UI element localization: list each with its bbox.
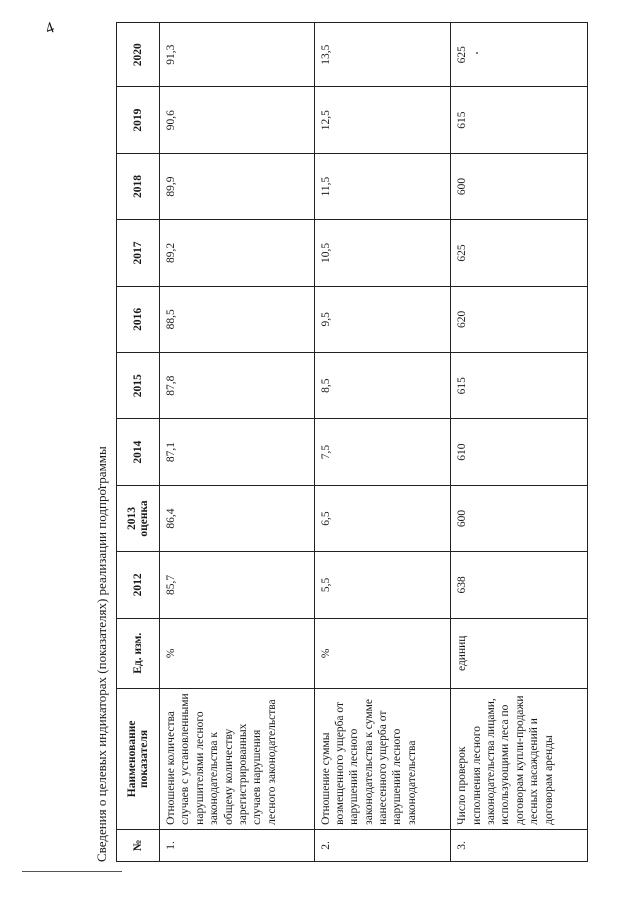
- table-row: [160, 23, 315, 862]
- value-cell: 9,5: [314, 286, 451, 352]
- bottom-rule: [22, 871, 122, 872]
- value-cell: 87,1: [160, 419, 315, 485]
- value-cell: 89,9: [160, 153, 315, 219]
- value-cell: 6,5: [314, 485, 451, 551]
- column-header: 2016: [117, 286, 160, 352]
- unit-cell: %: [314, 618, 451, 688]
- indicator-name: Отношение количества случаев с установленными нарушителями лесного законодательства к общему количеству зарегистрированных случаев нарушения лесного законодательства: [160, 688, 315, 829]
- value-cell: 8,5: [314, 353, 451, 419]
- value-cell: 86,4: [160, 485, 315, 551]
- page-mark: 4: [43, 19, 57, 38]
- column-header: Наименование показателя: [117, 688, 160, 829]
- value-cell: 89,2: [160, 220, 315, 286]
- value-cell: 625: [451, 23, 588, 87]
- value-cell: 90,6: [160, 87, 315, 153]
- column-header: №: [117, 829, 160, 861]
- row-number: 3.: [451, 829, 588, 861]
- value-cell: 625: [451, 220, 588, 286]
- table-row: [451, 23, 588, 862]
- value-cell: 13,5: [314, 23, 451, 87]
- value-cell: 600: [451, 153, 588, 219]
- value-cell: 600: [451, 485, 588, 551]
- value-cell: 615: [451, 353, 588, 419]
- indicator-name: Отношение суммы возмещенного ущерба от нарушений лесного законодательства к сумме нанесенного ущерба от нарушений лесного законодательства: [314, 688, 451, 829]
- value-cell: 87,8: [160, 353, 315, 419]
- header-row: [117, 23, 160, 862]
- column-header: 2012: [117, 552, 160, 618]
- unit-cell: единиц: [451, 618, 588, 688]
- table-row: [314, 23, 451, 862]
- value-cell: 91,3: [160, 23, 315, 87]
- rotated-page-content: [90, 22, 630, 862]
- unit-cell: %: [160, 618, 315, 688]
- value-cell: 638: [451, 552, 588, 618]
- row-number: 1.: [160, 829, 315, 861]
- column-header: 2014: [117, 419, 160, 485]
- value-cell: 610: [451, 419, 588, 485]
- row-number: 2.: [314, 829, 451, 861]
- value-cell: 620: [451, 286, 588, 352]
- column-header: 2017: [117, 220, 160, 286]
- column-header: 2020: [117, 23, 160, 87]
- value-cell: 85,7: [160, 552, 315, 618]
- column-header: 2019: [117, 87, 160, 153]
- value-cell: 10,5: [314, 220, 451, 286]
- indicator-name: Число проверок исполнения лесного законодательства лицами, использующими леса по договорам купли-продажи лесных насаждений и договорам аренды: [451, 688, 588, 829]
- value-cell: 88,5: [160, 286, 315, 352]
- indicators-table: [116, 22, 588, 862]
- value-cell: 7,5: [314, 419, 451, 485]
- table-heading: Сведения о целевых индикаторах (показателях) реализации подпрограммы: [94, 446, 109, 862]
- column-header: 2013 оценка: [117, 485, 160, 551]
- value-cell: 5,5: [314, 552, 451, 618]
- column-header: 2018: [117, 153, 160, 219]
- value-cell: 11,5: [314, 153, 451, 219]
- column-header: Ед. изм.: [117, 618, 160, 688]
- value-cell: 615: [451, 87, 588, 153]
- column-header: 2015: [117, 353, 160, 419]
- value-cell: 12,5: [314, 87, 451, 153]
